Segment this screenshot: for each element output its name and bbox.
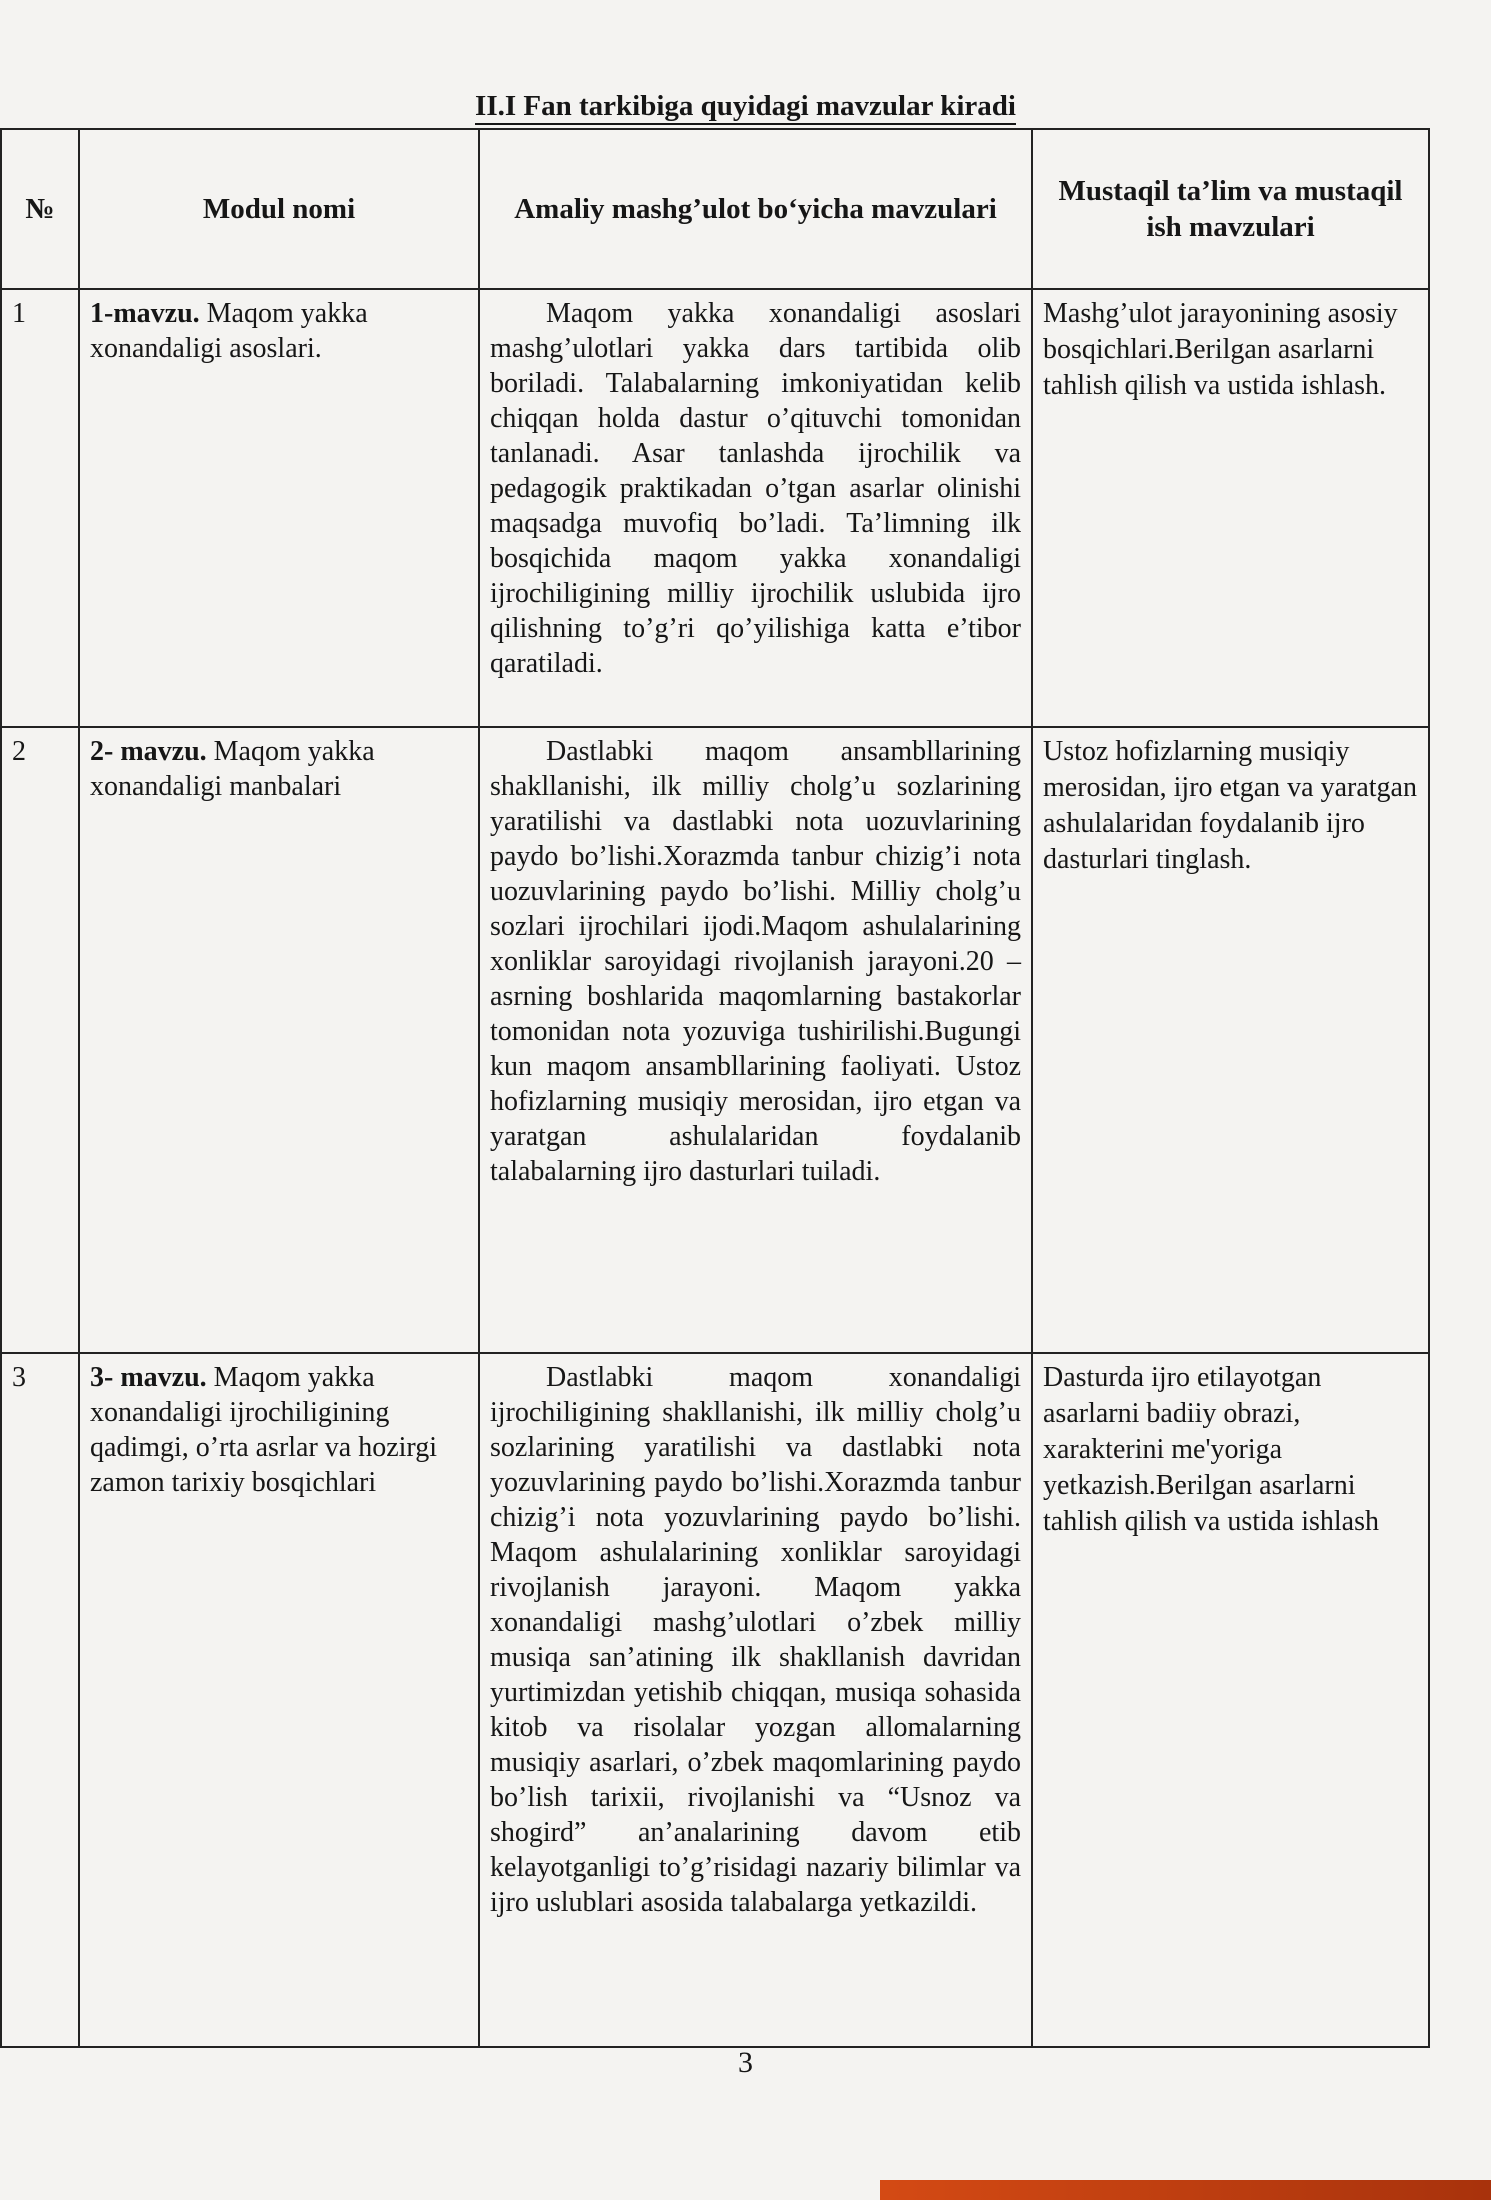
topics-table — [0, 128, 1430, 2048]
topic-label: 1-mavzu. — [90, 298, 200, 329]
table-header-row — [1, 129, 1429, 289]
module-name — [79, 727, 479, 1353]
page-number: 3 — [738, 2046, 753, 2079]
header-module-name: Modul nomi — [79, 129, 479, 289]
practical-text: Maqom yakka xonandaligi asoslari mashg’ulotlari yakka dars tartibida olib boriladi. Talabalarning imkoniyatidan kelib chiqqan holda dastur o’qituvchi tomonidan tanlanadi. Asar tanlashda ijrochilik va pedagogik praktikadan o’tgan asarlar olinishi maqsadga muvofiq bo’ladi. Ta’limning ilk bosqichida maqom yakka xonandaligi ijrochiligining milliy ijrochilik uslubida ijro qilishning to’g’ri qo’yilishiga katta e’tibor qaratiladi. — [490, 298, 1021, 679]
row-number: 3 — [1, 1353, 79, 2047]
module-name — [79, 289, 479, 727]
desk-edge-strip — [880, 2180, 1491, 2200]
table-row — [1, 1353, 1429, 2047]
practical-topic — [479, 727, 1032, 1353]
table-row — [1, 289, 1429, 727]
topic-title: Maqom yakka xonandaligi manbalari — [90, 736, 375, 802]
independent-topic: Dasturda ijro etilayotgan asarlarni badiiy obrazi, xarakterini me'yoriga yetkazish.Berilgan asarlarni tahlish qilish va ustida ishlash — [1032, 1353, 1429, 2047]
row-number: 2 — [1, 727, 79, 1353]
independent-topic: Ustoz hofizlarning musiqiy merosidan, ijro etgan va yaratgan ashulalaridan foydalanib ijro dasturlari tinglash. — [1032, 727, 1429, 1353]
table-row — [1, 727, 1429, 1353]
practical-topic — [479, 1353, 1032, 2047]
independent-topic: Mashg’ulot jarayonining asosiy bosqichlari.Berilgan asarlarni tahlish qilish va ustida ishlash. — [1032, 289, 1429, 727]
topic-title: Maqom yakka xonandaligi asoslari. — [90, 298, 368, 364]
topic-label: 2- mavzu. — [90, 736, 207, 767]
practical-text: Dastlabki maqom xonandaligi ijrochiligining shakllanishi, ilk milliy cholg’u sozlarining yaratilishi va dastlabki nota yozuvlarining paydo bo’lishi.Xorazmda tanbur chizig’i nota yozuvlarining paydo bo’lishi. Maqom ashulalarining xonliklar saroyidagi rivojlanish jarayoni. Maqom yakka xonandaligi mashg’ulotlari o’zbek milliy musiqa san’atining ilk shakllanish davridan yurtimizdan yetishib chiqqan, musiqa sohasida kitob va risolalar yozgan allomalarning musiqiy asarlari, o’zbek maqomlarining paydo bo’lish tarixii, rivojlanishi va “Usnoz va shogird” an’analarining davom etib kelayotganligi to’g’risidagi nazariy bilimlar va ijro uslublari asosida talabalarga yetkazildi. — [490, 1362, 1021, 1918]
practical-topic — [479, 289, 1032, 727]
header-independent-topics: Mustaqil ta’lim va mustaqil ish mavzulari — [1032, 129, 1429, 289]
header-number: № — [1, 129, 79, 289]
row-number: 1 — [1, 289, 79, 727]
module-name — [79, 1353, 479, 2047]
topic-label: 3- mavzu. — [90, 1362, 207, 1393]
header-practical-topics: Amaliy mashg’ulot bo‘yicha mavzulari — [479, 129, 1032, 289]
section-title: II.I Fan tarkibiga quyidagi mavzular kiradi — [0, 90, 1491, 123]
topic-title: Maqom yakka xonandaligi ijrochiligining qadimgi, o’rta asrlar va hozirgi zamon tarixiy bosqichlari — [90, 1362, 438, 1498]
practical-text: Dastlabki maqom ansambllarining shakllanishi, ilk milliy cholg’u sozlarining yaratilishi va dastlabki nota uozuvlarining paydo bo’lishi.Xorazmda tanbur chizig’i nota uozuvlarining paydo bo’lishi. Milliy cholg’u sozlari ijrochilari ijodi.Maqom ashulalarining xonliklar saroyidagi rivojlanish jarayoni.20 – asrning boshlarida maqomlarning bastakorlar tomonidan nota yozuviga tushirilishi.Bugungi kun maqom ansambllarining faoliyati. Ustoz hofizlarning musiqiy merosidan, ijro etgan va yaratgan ashulalaridan foydalanib talabalarning ijro dasturlari tuiladi. — [490, 736, 1021, 1187]
